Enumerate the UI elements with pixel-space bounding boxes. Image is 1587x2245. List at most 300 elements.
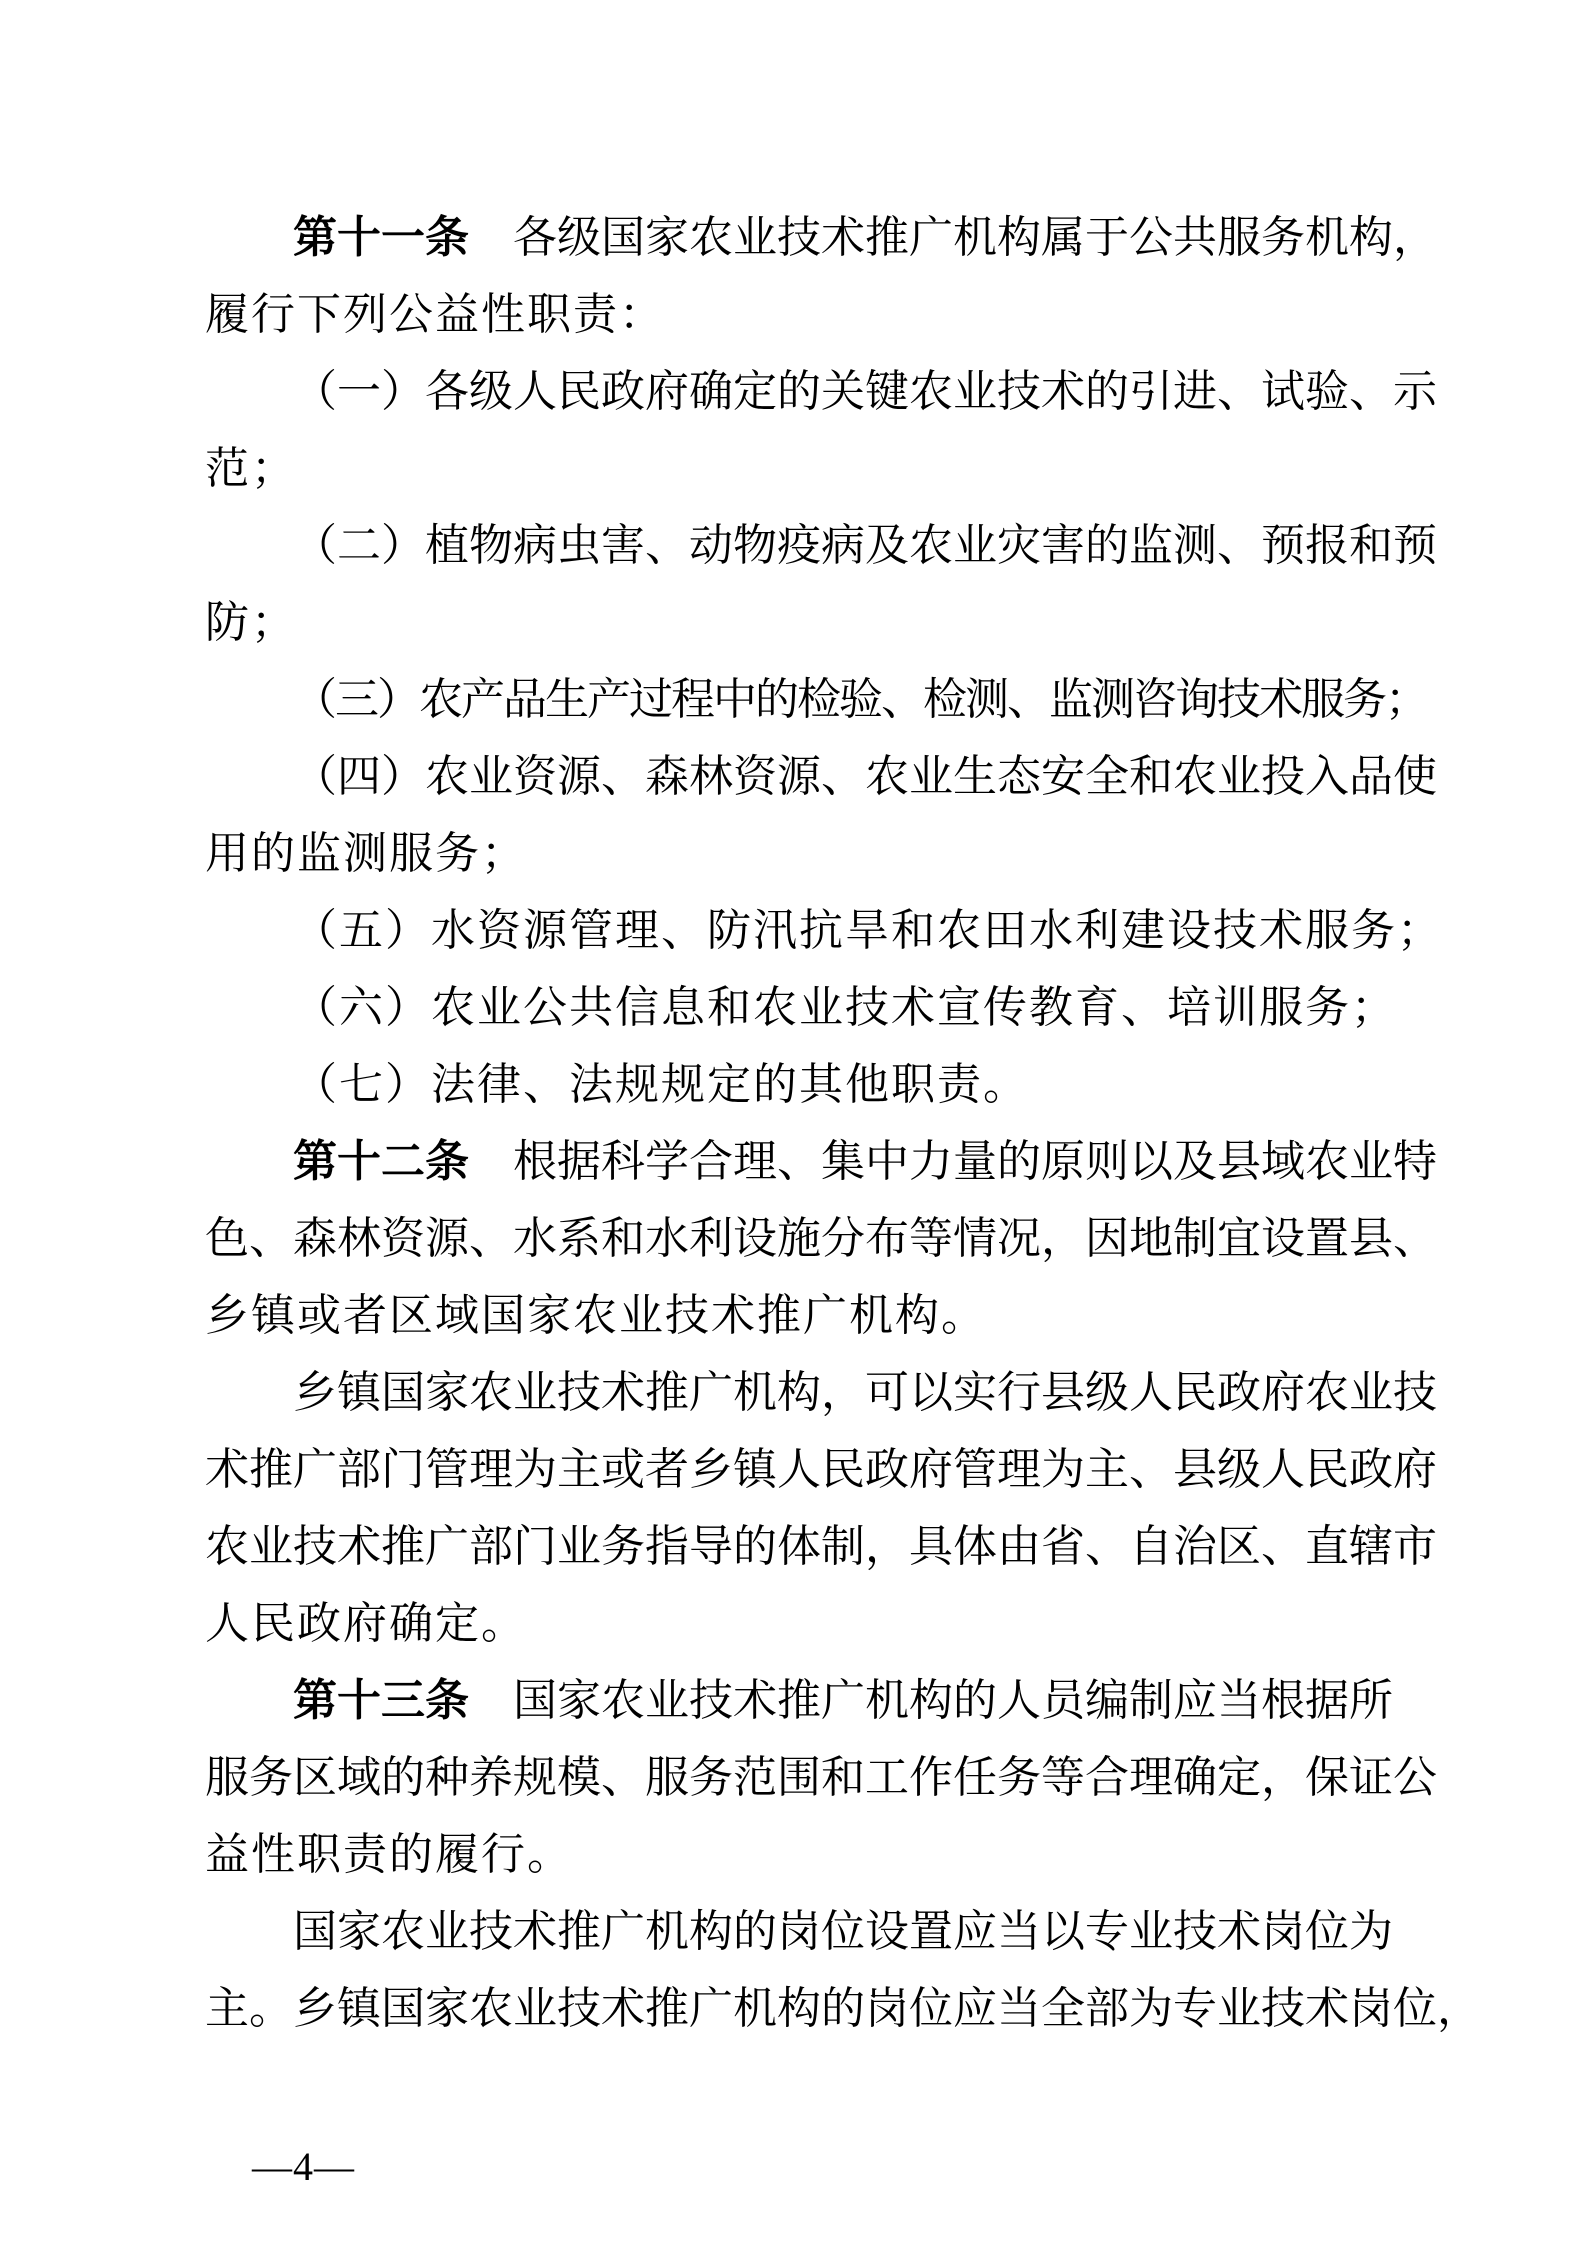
body-char: 构 [1349, 213, 1393, 262]
body-char: 键 [865, 367, 909, 416]
body-char: 农 [1305, 1368, 1349, 1417]
body-char: 力 [909, 1137, 953, 1186]
body-char: （ [293, 752, 337, 801]
body-char: 门 [381, 1445, 425, 1494]
body-char: 人 [513, 367, 557, 416]
body-char: 引 [1129, 367, 1173, 416]
body-char: 实 [953, 1368, 997, 1417]
body-char: 等 [909, 1214, 953, 1263]
body-char: 资 [381, 1214, 425, 1263]
text-line [205, 815, 1390, 892]
body-char: 应 [953, 1984, 997, 2033]
body-char: 的 [381, 1753, 425, 1802]
body-char: 术 [513, 1907, 557, 1956]
body-char: 制 [821, 1522, 865, 1571]
body-char: ， [865, 1522, 909, 1571]
body-char: 术 [1305, 1984, 1349, 2033]
body-char: 系 [557, 1214, 601, 1263]
body-char: 位 [1305, 1907, 1349, 1956]
body-char: 的 [1085, 367, 1129, 416]
body-char: ， [1393, 213, 1437, 262]
body-char: 情 [953, 1214, 997, 1263]
body-char: 定 [1217, 1753, 1261, 1802]
body-char: 。 [249, 1984, 293, 2033]
body-char: 当 [1217, 1676, 1261, 1725]
body-char: 、 [1085, 1522, 1129, 1571]
body-char: 推 [249, 1445, 293, 1494]
body-char: 当 [997, 1907, 1041, 1956]
text-line [205, 276, 1390, 353]
body-char: 国 [381, 1984, 425, 2033]
body-char: 规 [513, 1753, 557, 1802]
body-char: 况 [997, 1214, 1041, 1263]
article-number-char: 第 [293, 1676, 337, 1725]
text-line [205, 1893, 1393, 1970]
body-char: 岗 [777, 1907, 821, 1956]
body-char: ， [1437, 1984, 1481, 2033]
body-char: 据 [1305, 1676, 1349, 1725]
body-char: 属 [1041, 213, 1085, 262]
body-char: 理 [1129, 1753, 1173, 1802]
body-char: 由 [997, 1522, 1041, 1571]
body-char: 农 [469, 1368, 513, 1417]
body-char: 全 [1041, 1984, 1085, 2033]
body-char: 源 [557, 752, 601, 801]
body-char: 业 [1217, 1984, 1261, 2033]
body-char: 示 [1393, 367, 1437, 416]
body-char: 门 [513, 1522, 557, 1571]
body-char: 治 [1173, 1522, 1217, 1571]
body-char: 国 [513, 1676, 557, 1725]
body-char: 测 [1173, 521, 1217, 570]
body-char: 理 [469, 1445, 513, 1494]
body-char: 的 [777, 367, 821, 416]
body-char: 地 [1129, 1214, 1173, 1263]
body-char: 技 [1261, 1984, 1305, 2033]
body-char: 安 [1041, 752, 1085, 801]
body-char: 政 [601, 367, 645, 416]
body-char: 服 [1217, 213, 1261, 262]
body-char: 镇 [337, 1368, 381, 1417]
body-char: 工 [865, 1753, 909, 1802]
body-char: 、 [1349, 367, 1393, 416]
body-char: 体 [953, 1522, 997, 1571]
body-char: 构 [777, 1984, 821, 2033]
body-char: 入 [1305, 752, 1349, 801]
body-char: 置 [909, 1907, 953, 1956]
body-char: 和 [601, 1214, 645, 1263]
body-char: 机 [733, 1368, 777, 1417]
body-char: 害 [601, 521, 645, 570]
body-char: 保 [1305, 1753, 1349, 1802]
body-char: 广 [821, 1676, 865, 1725]
body-char: 布 [865, 1214, 909, 1263]
body-char: 推 [645, 1984, 689, 2033]
body-char: 县 [1041, 1368, 1085, 1417]
text-line [205, 199, 1437, 276]
body-char: 人 [1129, 1368, 1173, 1417]
article-number-char: 十 [337, 1137, 381, 1186]
body-char: 技 [557, 1368, 601, 1417]
body-char: 和 [1349, 521, 1393, 570]
body-char: 镇 [337, 1984, 381, 2033]
body-char: 农 [1173, 752, 1217, 801]
body-char: 术 [1217, 1907, 1261, 1956]
body-char: 集 [821, 1137, 865, 1186]
body-char: 业 [1349, 1137, 1393, 1186]
article-number-char: 第 [293, 213, 337, 262]
body-char: 报 [1305, 521, 1349, 570]
body-char: 进 [1173, 367, 1217, 416]
body-char: 农 [909, 521, 953, 570]
body-char: 技 [689, 1676, 733, 1725]
body-char: 合 [689, 1137, 733, 1186]
body-char: 术 [601, 1984, 645, 2033]
text-line [205, 1123, 1437, 1200]
body-char: 级 [1085, 1368, 1129, 1417]
body-char: 部 [1085, 1984, 1129, 2033]
body-char: 二 [337, 521, 381, 570]
body-char: 监 [1129, 521, 1173, 570]
body-char: 管 [425, 1445, 469, 1494]
text-line [205, 1277, 1390, 1354]
body-char: 技 [293, 1522, 337, 1571]
document-body [205, 199, 1481, 2047]
body-char: 量 [953, 1137, 997, 1186]
body-char: 设 [1261, 1214, 1305, 1263]
body-char: 利 [689, 1214, 733, 1263]
body-char: 分 [821, 1214, 865, 1263]
body-char: 县 [1173, 1445, 1217, 1494]
body-char: 业 [733, 213, 777, 262]
body-char: 验 [1305, 367, 1349, 416]
body-char: 各 [425, 367, 469, 416]
body-char: 业 [909, 752, 953, 801]
body-char: 业 [1349, 1368, 1393, 1417]
body-char: 推 [777, 1676, 821, 1725]
body-char: 机 [733, 1984, 777, 2033]
body-char: 区 [293, 1753, 337, 1802]
body-char: 森 [645, 752, 689, 801]
body-char: 虫 [557, 521, 601, 570]
body-char: 林 [337, 1214, 381, 1263]
body-char: 病 [821, 521, 865, 570]
body-char: 资 [733, 752, 777, 801]
text-line [205, 892, 1443, 969]
body-char: 乡 [689, 1445, 733, 1494]
body-char: 业 [1217, 752, 1261, 801]
body-char: 机 [953, 213, 997, 262]
body-char: 乡 [293, 1984, 337, 2033]
text-line [205, 1354, 1437, 1431]
body-char: 指 [645, 1522, 689, 1571]
body-char: 农 [601, 1676, 645, 1725]
body-char: 动 [689, 521, 733, 570]
body-char: 主 [205, 1984, 249, 2033]
body-char: 级 [469, 367, 513, 416]
body-char: 技 [777, 213, 821, 262]
body-char: 或 [601, 1445, 645, 1494]
body-char: ） [381, 521, 425, 570]
body-char: 施 [777, 1214, 821, 1263]
body-char: 构 [909, 1676, 953, 1725]
body-char: 区 [1217, 1522, 1261, 1571]
body-char: 府 [1261, 1368, 1305, 1417]
body-char: 理 [733, 1137, 777, 1186]
body-char: 管 [953, 1445, 997, 1494]
text-line [205, 430, 1390, 507]
body-char: 业 [249, 1522, 293, 1571]
body-char: 市 [1393, 1522, 1437, 1571]
body-char: 推 [645, 1368, 689, 1417]
body-char: 物 [469, 521, 513, 570]
body-char: 主 [1085, 1445, 1129, 1494]
body-char: 自 [1129, 1522, 1173, 1571]
body-char: 和 [821, 1753, 865, 1802]
body-char: 任 [953, 1753, 997, 1802]
body-char: 部 [337, 1445, 381, 1494]
body-char: 域 [337, 1753, 381, 1802]
body-char: 业 [513, 1984, 557, 2033]
body-char: 专 [1173, 1984, 1217, 2033]
body-char: 物 [733, 521, 777, 570]
body-char: 作 [909, 1753, 953, 1802]
body-char: 国 [601, 213, 645, 262]
body-char: 设 [865, 1907, 909, 1956]
body-char: 级 [557, 213, 601, 262]
body-char: 广 [689, 1368, 733, 1417]
text-line [205, 507, 1437, 584]
body-char: 人 [997, 1676, 1041, 1725]
body-char: 灾 [997, 521, 1041, 570]
body-char: 家 [557, 1676, 601, 1725]
text-line [205, 584, 1390, 661]
body-char: 、 [249, 1214, 293, 1263]
body-char: 、 [1129, 1445, 1173, 1494]
body-char: 技 [557, 1984, 601, 2033]
body-char: 乡 [293, 1368, 337, 1417]
body-char: ， [821, 1368, 865, 1417]
body-char: 关 [821, 367, 865, 416]
body-char: 业 [557, 1522, 601, 1571]
body-char: 合 [1085, 1753, 1129, 1802]
body-char: 民 [557, 367, 601, 416]
body-char: 导 [689, 1522, 733, 1571]
body-char: 生 [953, 752, 997, 801]
body-char: 构 [997, 213, 1041, 262]
body-char: 推 [865, 213, 909, 262]
body-char: 镇 [733, 1445, 777, 1494]
body-char: 广 [909, 213, 953, 262]
body-char: 应 [953, 1907, 997, 1956]
body-char: 务 [601, 1522, 645, 1571]
article-number-char: 条 [425, 1676, 469, 1725]
body-char: 直 [1305, 1522, 1349, 1571]
article-number-char: 条 [425, 213, 469, 262]
body-char: ） [381, 367, 425, 416]
body-char: 宜 [1217, 1214, 1261, 1263]
body-char: 植 [425, 521, 469, 570]
body-char: 等 [1041, 1753, 1085, 1802]
body-char: 县 [1349, 1214, 1393, 1263]
body-char: 以 [909, 1368, 953, 1417]
line-text: （六）农业公共信息和农业技术宣传教育、培训服务； [293, 983, 1397, 1032]
body-char: 制 [1129, 1676, 1173, 1725]
line-text: （七）法律、法规规定的其他职责。 [293, 1060, 1029, 1109]
body-char: 、 [469, 1214, 513, 1263]
body-char: 家 [425, 1984, 469, 2033]
body-char: 、 [1393, 1214, 1437, 1263]
page-number: —4— [252, 2144, 355, 2189]
body-char: 域 [1261, 1137, 1305, 1186]
body-char: 资 [513, 752, 557, 801]
body-char: 所 [1349, 1676, 1393, 1725]
body-char: 确 [689, 367, 733, 416]
body-char: 编 [1085, 1676, 1129, 1725]
body-char: 务 [249, 1753, 293, 1802]
body-char: 水 [513, 1214, 557, 1263]
body-char: 县 [1217, 1137, 1261, 1186]
body-char: 预 [1261, 521, 1305, 570]
body-char: （ [293, 521, 337, 570]
body-char [469, 199, 513, 276]
body-char: 业 [953, 367, 997, 416]
body-char: ） [381, 752, 425, 801]
body-char: 、 [1217, 367, 1261, 416]
body-char: 术 [1041, 367, 1085, 416]
body-char: 服 [205, 1753, 249, 1802]
body-char: 民 [1305, 1445, 1349, 1494]
body-char: 技 [1393, 1368, 1437, 1417]
body-char: 公 [1393, 1753, 1437, 1802]
body-char: 确 [1173, 1753, 1217, 1802]
body-char: 根 [1261, 1676, 1305, 1725]
body-char: 行 [997, 1368, 1041, 1417]
body-char: 农 [205, 1522, 249, 1571]
body-char: 岗 [1261, 1907, 1305, 1956]
body-char: 服 [645, 1753, 689, 1802]
body-char: 应 [1173, 1676, 1217, 1725]
body-char: 府 [1393, 1445, 1437, 1494]
article-number-char: 十 [337, 213, 381, 262]
body-char: 的 [733, 1522, 777, 1571]
body-char: 中 [865, 1137, 909, 1186]
body-char: 主 [557, 1445, 601, 1494]
body-char: 一 [337, 367, 381, 416]
body-char: 人 [777, 1445, 821, 1494]
body-char: 证 [1349, 1753, 1393, 1802]
body-char: 以 [1129, 1137, 1173, 1186]
body-char: 政 [865, 1445, 909, 1494]
body-char: 技 [469, 1907, 513, 1956]
body-char: 各 [513, 213, 557, 262]
body-char: 、 [1261, 1522, 1305, 1571]
body-char: 务 [1261, 213, 1305, 262]
body-char: 色 [205, 1214, 249, 1263]
body-char: 的 [953, 1676, 997, 1725]
body-char: 害 [1041, 521, 1085, 570]
body-char: 具 [909, 1522, 953, 1571]
body-char: 的 [733, 1907, 777, 1956]
body-char: 政 [1349, 1445, 1393, 1494]
body-char: 府 [909, 1445, 953, 1494]
body-char: 构 [777, 1368, 821, 1417]
line-text: 乡镇或者区域国家农业技术推广机构。 [205, 1291, 987, 1340]
body-char: 技 [1173, 1907, 1217, 1956]
body-char: 农 [425, 752, 469, 801]
body-char: 水 [645, 1214, 689, 1263]
body-char: 民 [1173, 1368, 1217, 1417]
body-char: 使 [1393, 752, 1437, 801]
body-char: 置 [1305, 1214, 1349, 1263]
body-char: 为 [1129, 1984, 1173, 2033]
text-line [205, 1662, 1393, 1739]
body-char: 为 [1041, 1445, 1085, 1494]
body-char: 部 [469, 1522, 513, 1571]
text-line [205, 1046, 1390, 1123]
body-char: 术 [205, 1445, 249, 1494]
body-char: 、 [821, 752, 865, 801]
body-char: 态 [997, 752, 1041, 801]
body-char: 四 [337, 752, 381, 801]
text-line [205, 1431, 1437, 1508]
body-char: 、 [601, 752, 645, 801]
body-char: 特 [1393, 1137, 1437, 1186]
body-char: 术 [337, 1522, 381, 1571]
body-char: 级 [1217, 1445, 1261, 1494]
body-char: 务 [997, 1753, 1041, 1802]
line-text: 用的监测服务； [205, 829, 527, 878]
body-char: 、 [645, 521, 689, 570]
body-char: 位 [909, 1984, 953, 2033]
body-char: 专 [1085, 1907, 1129, 1956]
body-char: 业 [513, 1368, 557, 1417]
body-char: 种 [425, 1753, 469, 1802]
article-number-char: 三 [381, 1676, 425, 1725]
body-char: ， [1261, 1753, 1305, 1802]
line-text: 防； [205, 598, 297, 647]
body-char: 辖 [1349, 1522, 1393, 1571]
body-char: 投 [1261, 752, 1305, 801]
body-char: 源 [777, 752, 821, 801]
body-char: 业 [953, 521, 997, 570]
line-text: 人民政府确定。 [205, 1599, 527, 1648]
body-char: 位 [1393, 1984, 1437, 2033]
line-text: 范； [205, 444, 297, 493]
body-char: 农 [689, 213, 733, 262]
body-char: 的 [821, 1984, 865, 2033]
body-char: 家 [337, 1907, 381, 1956]
body-char: 、 [1217, 521, 1261, 570]
body-char: 业 [425, 1907, 469, 1956]
body-char: 养 [469, 1753, 513, 1802]
body-char: 省 [1041, 1522, 1085, 1571]
body-char: 则 [1085, 1137, 1129, 1186]
article-number-char: 一 [381, 213, 425, 262]
article-number-char: 条 [425, 1137, 469, 1186]
body-char: 病 [513, 521, 557, 570]
line-text: （五）水资源管理、防汛抗旱和农田水利建设技术服务； [293, 906, 1443, 955]
body-char: 农 [1305, 1137, 1349, 1186]
body-char: 农 [381, 1907, 425, 1956]
line-text: 履行下列公益性职责： [205, 290, 665, 339]
body-char: 品 [1349, 752, 1393, 801]
body-char: 预 [1393, 521, 1437, 570]
body-char: 岗 [1349, 1984, 1393, 2033]
body-char: 机 [865, 1676, 909, 1725]
body-char: 机 [645, 1907, 689, 1956]
body-char: 广 [689, 1984, 733, 2033]
